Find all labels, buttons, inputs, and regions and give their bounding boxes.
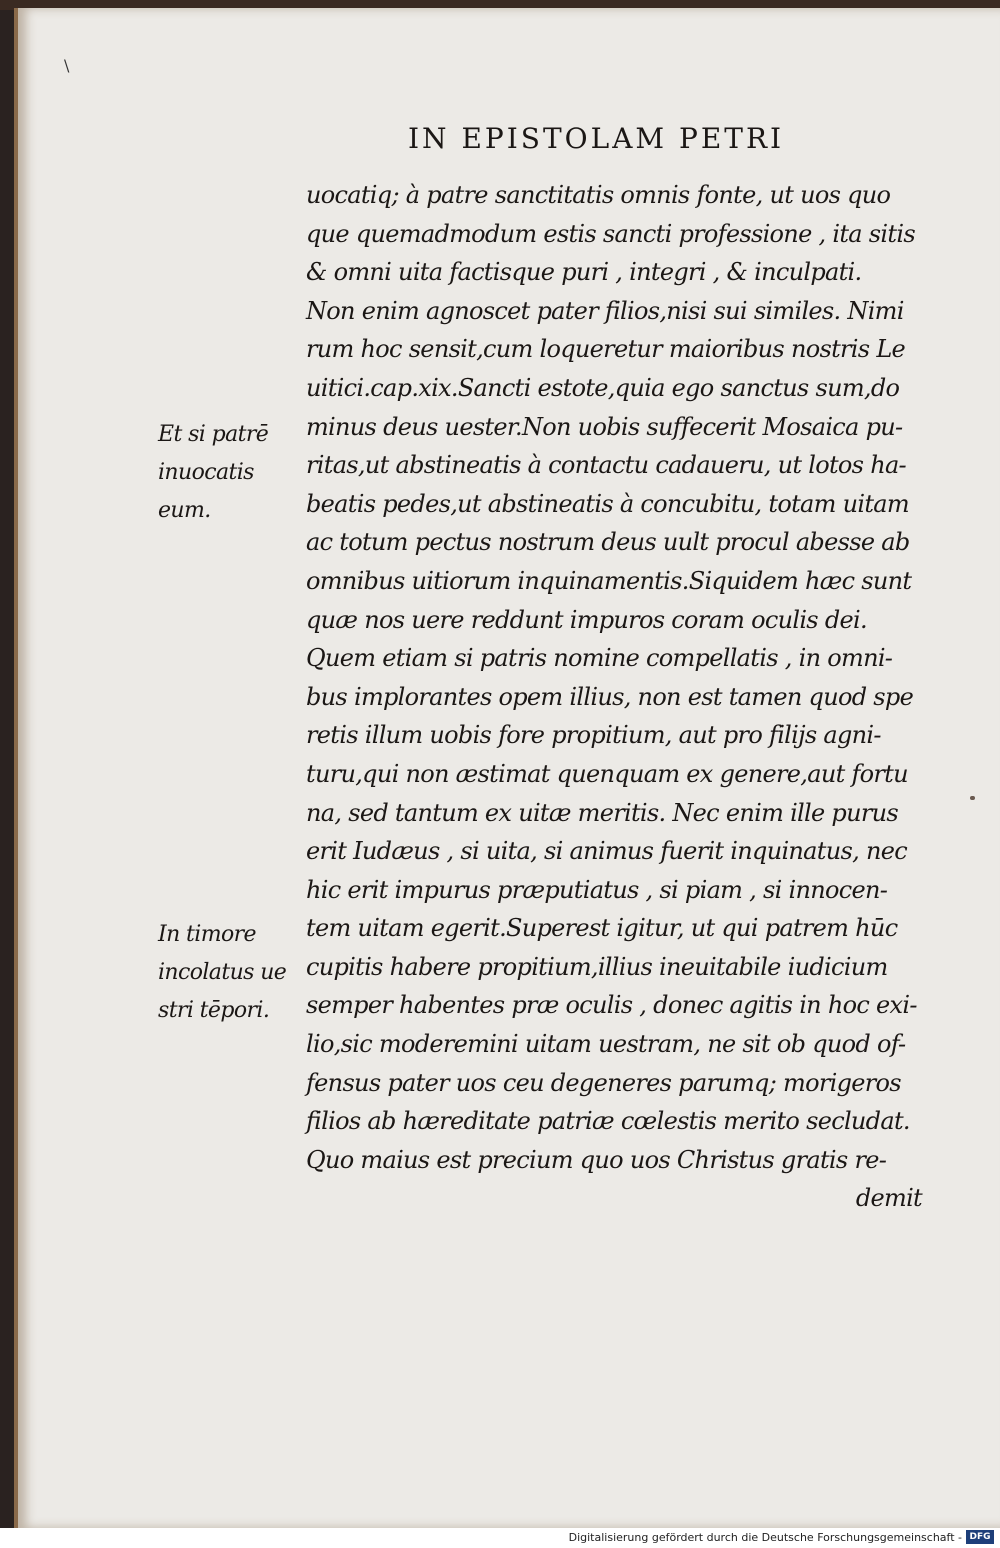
text-line: uocatiq; à patre sanctitatis omnis fonte, ut uos quo bbox=[306, 181, 891, 209]
text-line: cupitis habere propitium,illius ineuitabile iudicium bbox=[306, 952, 888, 981]
text-line: omnibus uitiorum inquinamentis.Siquidem hæc sunt bbox=[306, 566, 912, 595]
catchword: demit bbox=[855, 1184, 922, 1213]
running-head: IN EPISTOLAM PETRI bbox=[408, 122, 785, 155]
text-line: quæ nos uere reddunt impuros coram oculis dei. bbox=[306, 605, 867, 634]
text-line: fensus pater uos ceu degeneres parumq; morigeros bbox=[306, 1068, 901, 1097]
text-line: turu,qui non æstimat quenquam ex genere,aut fortu bbox=[306, 759, 908, 788]
text-line: que quemadmodum estis sancti professione , ita sitis bbox=[306, 219, 915, 248]
text-line: filios ab hæreditate patriæ cœlestis merito secludat. bbox=[306, 1107, 910, 1136]
text-line: lio,sic moderemini uitam uestram, ne sit ob quod of- bbox=[306, 1030, 906, 1059]
text-line: beatis pedes,ut abstineatis à concubitu, totam uitam bbox=[306, 489, 909, 518]
text-line: na, sed tantum ex uitæ meritis. Nec enim ille purus bbox=[306, 798, 898, 827]
marginal-line: eum. bbox=[158, 498, 211, 523]
paper-speck bbox=[970, 796, 975, 800]
text-line: bus implorantes opem illius, non est tamen quod spe bbox=[306, 682, 914, 711]
text-line: erit Iudæus , si uita, si animus fuerit inquinatus, nec bbox=[306, 837, 907, 866]
text-line: Quo maius est precium quo uos Christus gratis re- bbox=[306, 1145, 887, 1174]
marginal-note-2 bbox=[158, 916, 298, 1030]
margin-tick-mark: \ bbox=[64, 56, 70, 75]
text-line: Quem etiam si patris nomine compellatis , in omni- bbox=[306, 644, 893, 673]
text-line: tem uitam egerit.Superest igitur, ut qui patrem hūc bbox=[306, 914, 898, 943]
funding-credit: Digitalisierung gefördert durch die Deutsche Forschungsgemeinschaft - bbox=[568, 1531, 962, 1544]
marginal-line: Et si patrē bbox=[158, 422, 269, 447]
marginal-line: In timore bbox=[158, 922, 256, 947]
dfg-logo: DFG bbox=[966, 1530, 994, 1544]
text-line: Non enim agnoscet pater filios,nisi sui similes. Nimi bbox=[306, 296, 904, 325]
marginal-line: incolatus ue bbox=[158, 960, 287, 985]
text-line: retis illum uobis fore propitium, aut pro filijs agni- bbox=[306, 721, 881, 750]
text-line: uitici.cap.xix.Sancti estote,quia ego sanctus sum,do bbox=[306, 373, 900, 402]
marginal-note-1 bbox=[158, 416, 298, 530]
marginal-line: inuocatis bbox=[158, 460, 254, 485]
marginal-line: stri tēpori. bbox=[158, 998, 270, 1023]
text-line: hic erit impurus præputiatus , si piam , si innocen- bbox=[306, 875, 888, 904]
text-line: minus deus uester.Non uobis suffecerit Mosaica pu- bbox=[306, 412, 903, 441]
text-line: semper habentes præ oculis , donec agitis in hoc exi- bbox=[306, 991, 917, 1020]
text-line: rum hoc sensit,cum loqueretur maioribus nostris Le bbox=[306, 335, 906, 364]
text-line: ac totum pectus nostrum deus uult procul abesse ab bbox=[306, 528, 910, 557]
body-text bbox=[306, 176, 928, 1218]
text-line: ritas,ut abstineatis à contactu cadaueru, ut lotos ha- bbox=[306, 451, 906, 480]
text-line: & omni uita factisque puri , integri , & inculpati. bbox=[306, 258, 862, 287]
